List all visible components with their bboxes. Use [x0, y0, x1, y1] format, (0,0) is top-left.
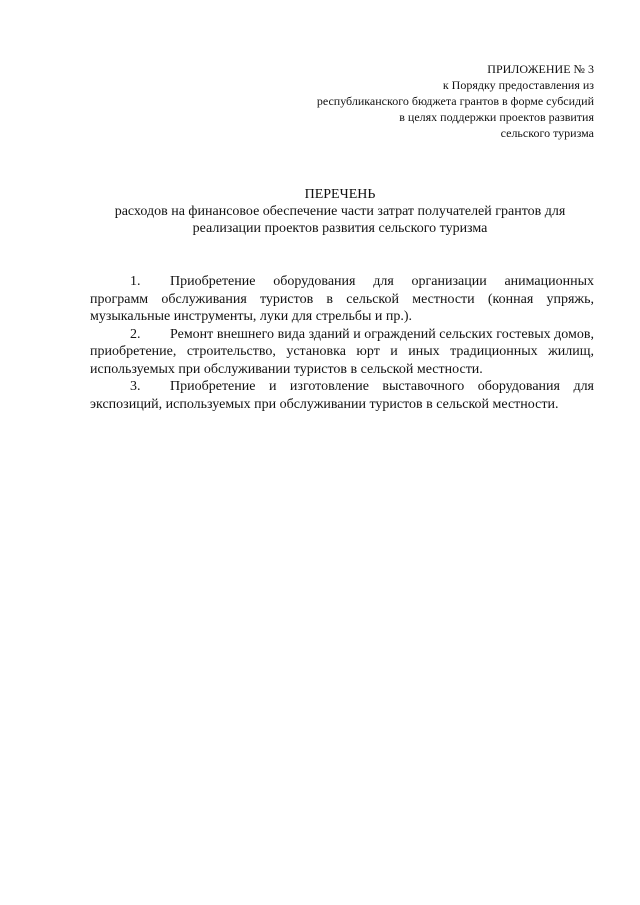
- annex-line: сельского туризма: [500, 126, 594, 140]
- annex-line: к Порядку предоставления из: [442, 78, 594, 92]
- list-item: [90, 273, 594, 326]
- document-title: ПЕРЕЧЕНЬ: [304, 187, 376, 202]
- document-heading: [60, 186, 620, 237]
- list-item-text: Приобретение и изготовление выставочного оборудования для экспозиций, используемых при обслуживании туристов в сельской местности.: [90, 379, 594, 412]
- list-item-text: Ремонт внешнего вида зданий и ограждений сельских гостевых домов, приобретение, строительство, установка юрт и иных традиционных жилищ, используемых при обслуживании туристов в сельской местности.: [90, 326, 594, 377]
- list-item-number: 2.: [130, 326, 141, 342]
- document-subtitle-line: реализации проектов развития сельского туризма: [192, 221, 488, 236]
- list-item-number: 3.: [130, 379, 141, 394]
- annex-title: ПРИЛОЖЕНИЕ № 3: [487, 62, 594, 76]
- list-item-text: Приобретение оборудования для организации анимационных программ обслуживания туристов в сельской местности (конная упряжь, музыкальные инструменты, луки для стрельбы и пр.).: [90, 274, 594, 324]
- list-item: [90, 378, 594, 413]
- annex-line: республиканского бюджета грантов в форме субсидий: [316, 94, 594, 108]
- annex-header: [264, 61, 594, 141]
- list-item: [90, 326, 594, 379]
- expense-list: [90, 273, 594, 413]
- list-item-number: 1.: [130, 274, 141, 289]
- annex-line: в целях поддержки проектов развития: [399, 110, 594, 124]
- document-subtitle-line: расходов на финансовое обеспечение части затрат получателей грантов для: [114, 204, 566, 219]
